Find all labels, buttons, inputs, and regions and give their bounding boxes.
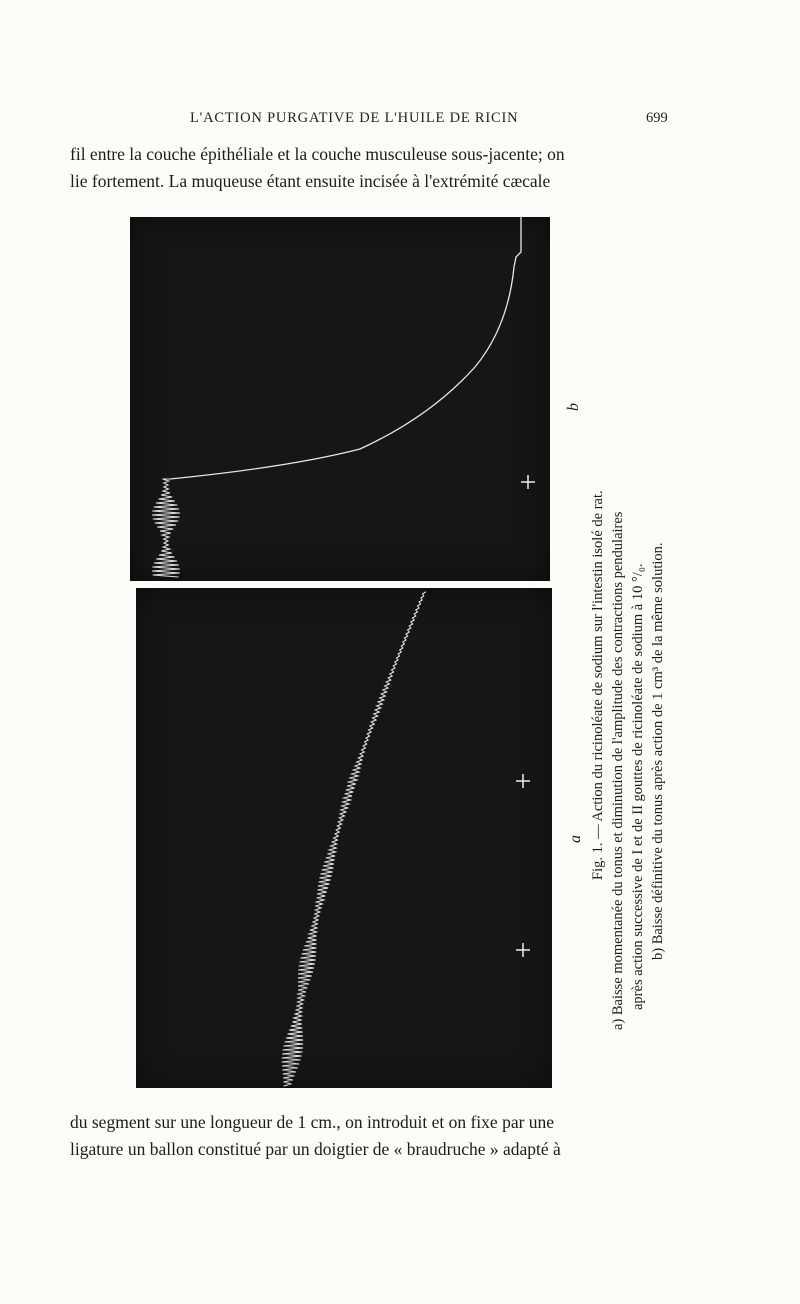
kymograph-trace-a bbox=[136, 588, 552, 1088]
marker-plus bbox=[516, 943, 530, 957]
caption-line: après action successive de I et de II gouttes de ricinoléate de sodium à 10 °/₀. bbox=[630, 563, 646, 1010]
caption-line: b) Baisse définitive du tonus après action de 1 cm³ de la même solution. bbox=[650, 542, 666, 960]
marker-plus bbox=[521, 475, 535, 489]
running-head: L'ACTION PURGATIVE DE L'HUILE DE RICIN bbox=[190, 110, 519, 126]
body-text-line: du segment sur une longueur de 1 cm., on introduit et on fixe par une bbox=[70, 1112, 555, 1132]
trace-b-line bbox=[170, 217, 521, 479]
body-text-line: fil entre la couche épithéliale et la couche musculeuse sous-jacente; on bbox=[70, 144, 565, 164]
trace-b-svg bbox=[130, 217, 550, 581]
figure-caption bbox=[570, 280, 666, 1040]
caption-line: Fig. 1. — Action du ricinoléate de sodium sur l'intestin isolé de rat. bbox=[590, 490, 606, 880]
figure-label-a: a bbox=[567, 835, 584, 843]
figure-label-b: b bbox=[565, 403, 582, 411]
trace-a-svg bbox=[136, 588, 552, 1088]
page-number: 699 bbox=[646, 110, 668, 126]
marker-plus bbox=[516, 774, 530, 788]
kymograph-trace-b bbox=[130, 217, 550, 581]
trace-b-oscillation bbox=[152, 479, 180, 577]
body-text-line: ligature un ballon constitué par un doigtier de « braudruche » adapté à bbox=[70, 1139, 561, 1159]
caption-line: a) Baisse momentanée du tonus et diminution de l'amplitude des contractions pendulaires bbox=[610, 511, 626, 1030]
body-text-line: lie fortement. La muqueuse étant ensuite incisée à l'extrémité cæcale bbox=[70, 171, 551, 191]
trace-a-line bbox=[282, 592, 426, 1086]
